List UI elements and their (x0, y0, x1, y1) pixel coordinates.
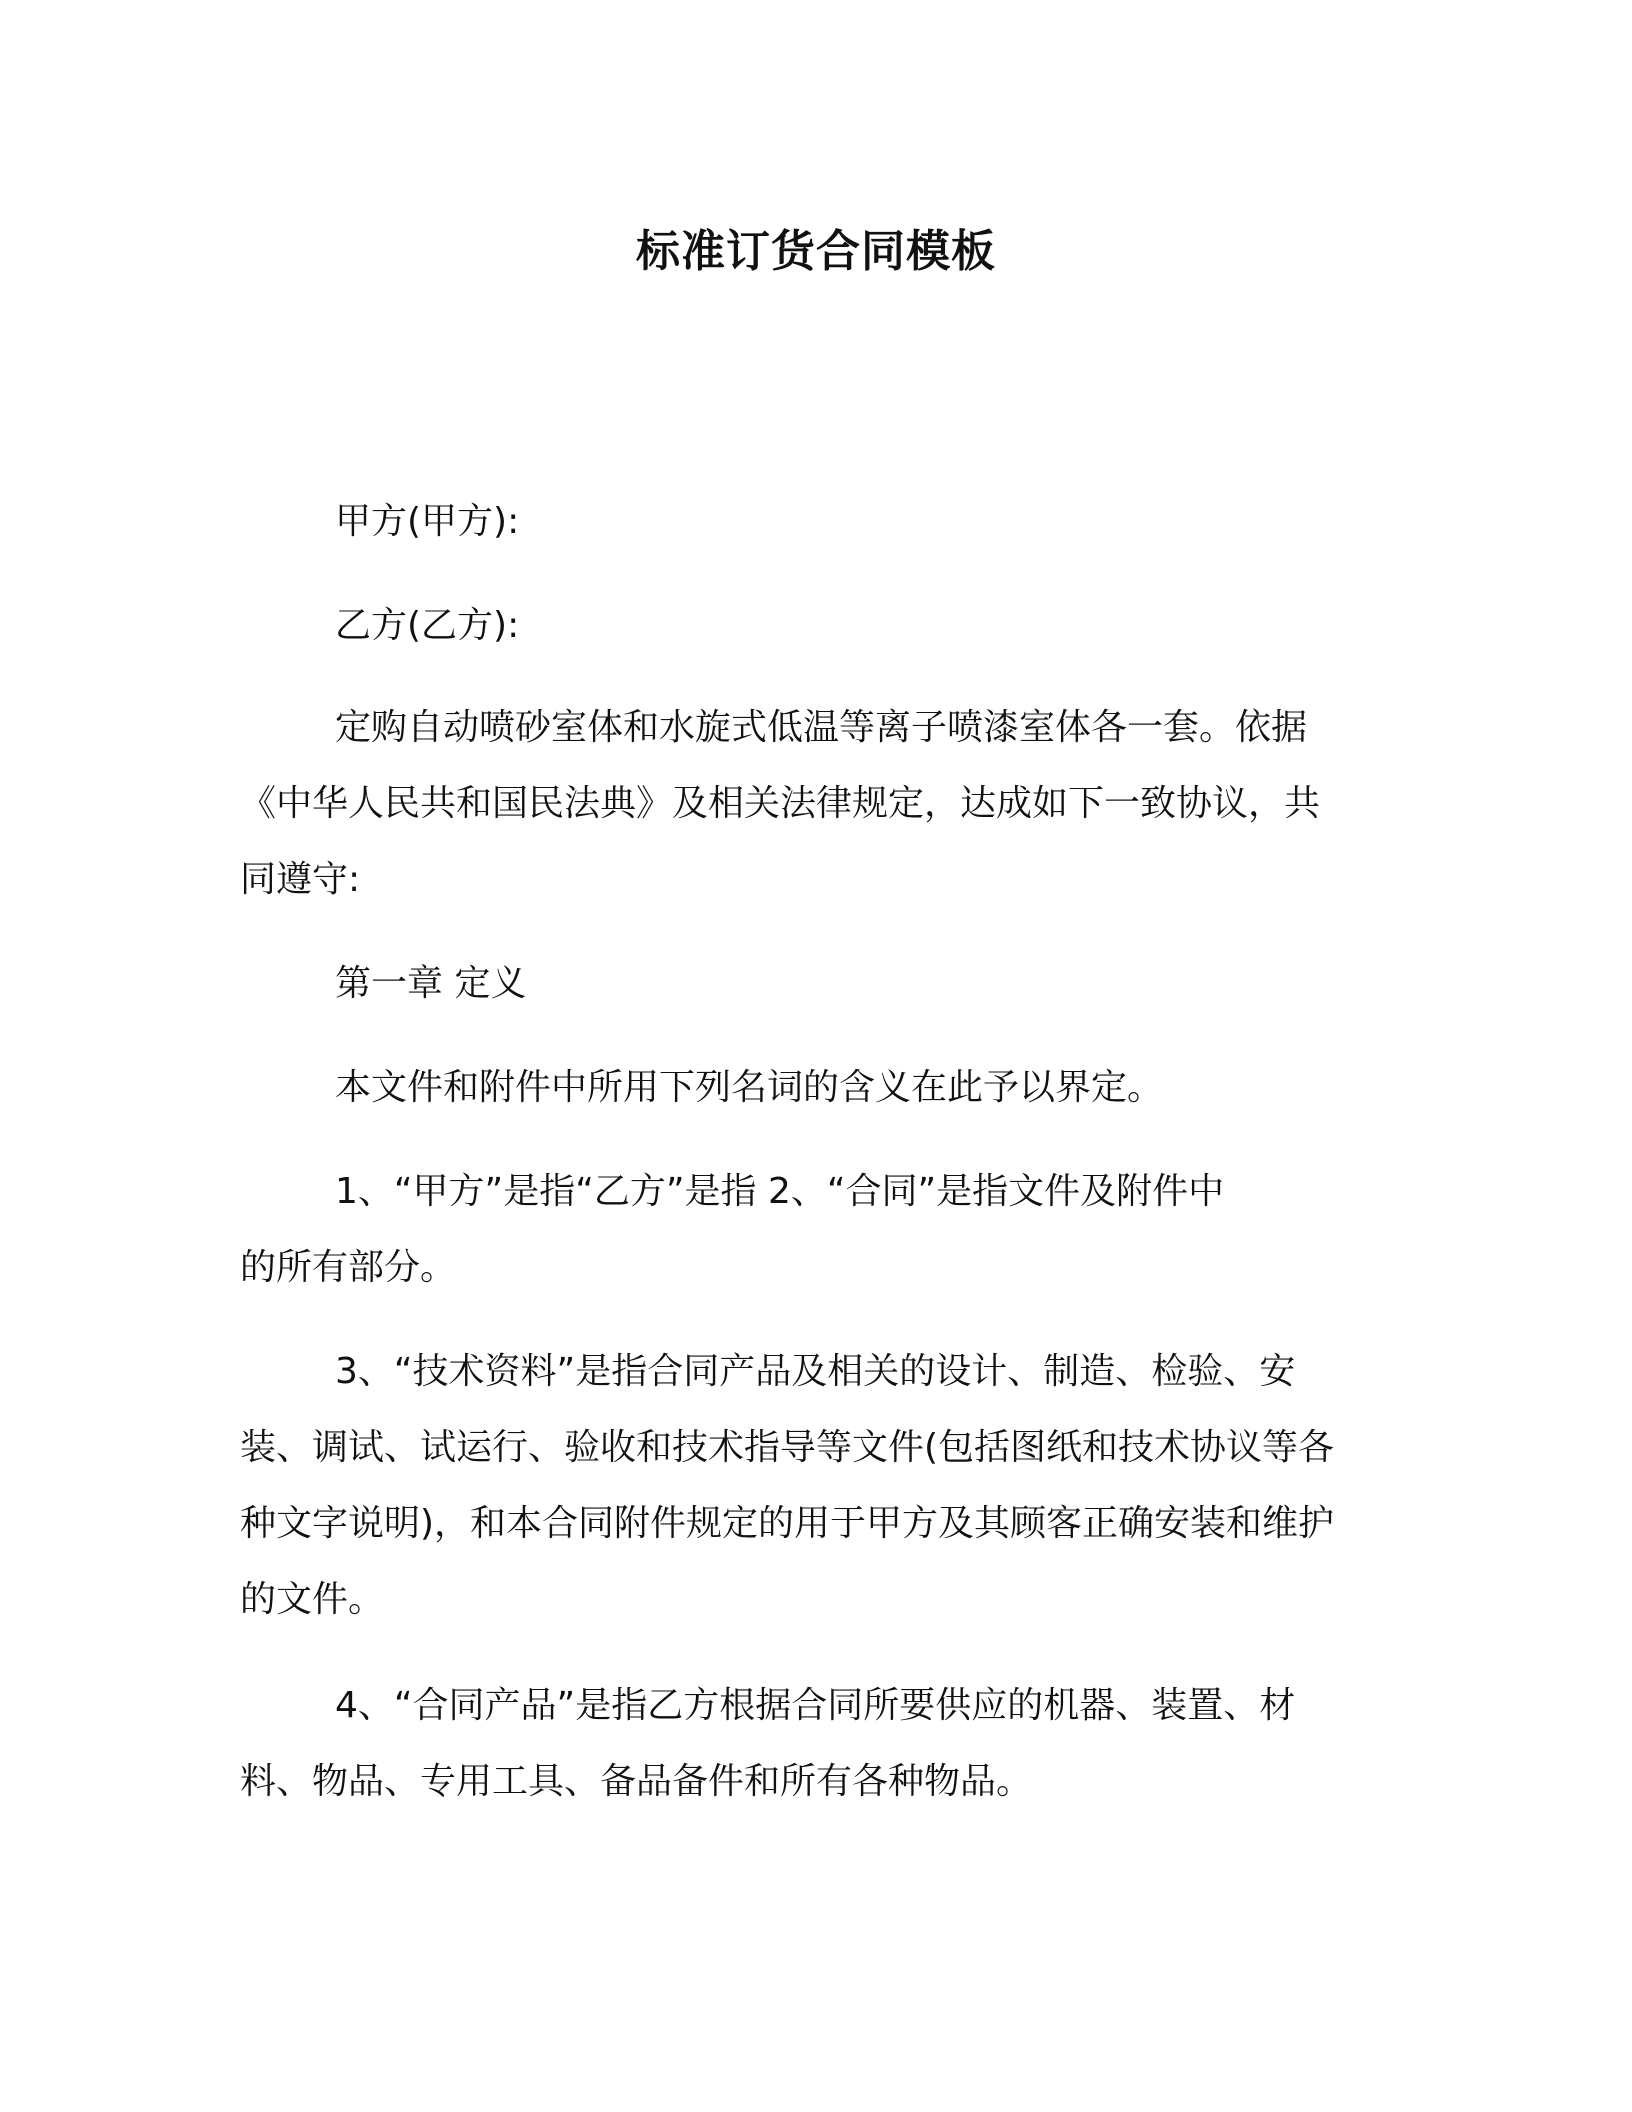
item-1-2-line-1: 1、“甲方”是指“乙方”是指 2、“合同”是指文件及附件中 (335, 1171, 1225, 1212)
party-b-line (240, 588, 1365, 664)
intro-line-2: 《中华人民共和国民法典》及相关法律规定，达成如下一致协议，共 (240, 783, 1321, 824)
definition-item-1-2 (240, 1154, 1365, 1306)
item-3-line-4: 的文件。 (240, 1579, 385, 1620)
item-3-line-2: 装、调试、试运行、验收和技术指导等文件(包括图纸和技术协议等各 (240, 1427, 1335, 1468)
party-b-label: 乙方(乙方): (335, 605, 520, 646)
chapter-heading-line (240, 946, 1365, 1022)
party-a-line (240, 484, 1365, 560)
definitions-intro: 本文件和附件中所用下列名词的含义在此予以界定。 (335, 1067, 1164, 1108)
party-a-label: 甲方(甲方): (335, 501, 520, 542)
item-3-line-3: 种文字说明)，和本合同附件规定的用于甲方及其顾客正确安装和维护 (240, 1503, 1335, 1544)
document-title: 标准订货合同模板 (636, 226, 996, 277)
item-4-line-1: 4、“合同产品”是指乙方根据合同所要供应的机器、装置、材 (335, 1685, 1296, 1726)
definition-item-4 (240, 1668, 1365, 1820)
item-4-line-2: 料、物品、专用工具、备品备件和所有各种物品。 (240, 1761, 1033, 1802)
intro-line-1: 定购自动喷砂室体和水旋式低温等离子喷漆室体各一套。依据 (335, 707, 1308, 748)
item-3-line-1: 3、“技术资料”是指合同产品及相关的设计、制造、检验、安 (335, 1351, 1296, 1392)
definitions-intro-paragraph (240, 1050, 1365, 1126)
intro-line-3: 同遵守: (240, 859, 361, 900)
intro-paragraph (240, 690, 1365, 918)
definition-item-3 (240, 1334, 1365, 1638)
item-1-2-line-2: 的所有部分。 (240, 1247, 457, 1288)
chapter-one-heading: 第一章 定义 (335, 963, 527, 1004)
